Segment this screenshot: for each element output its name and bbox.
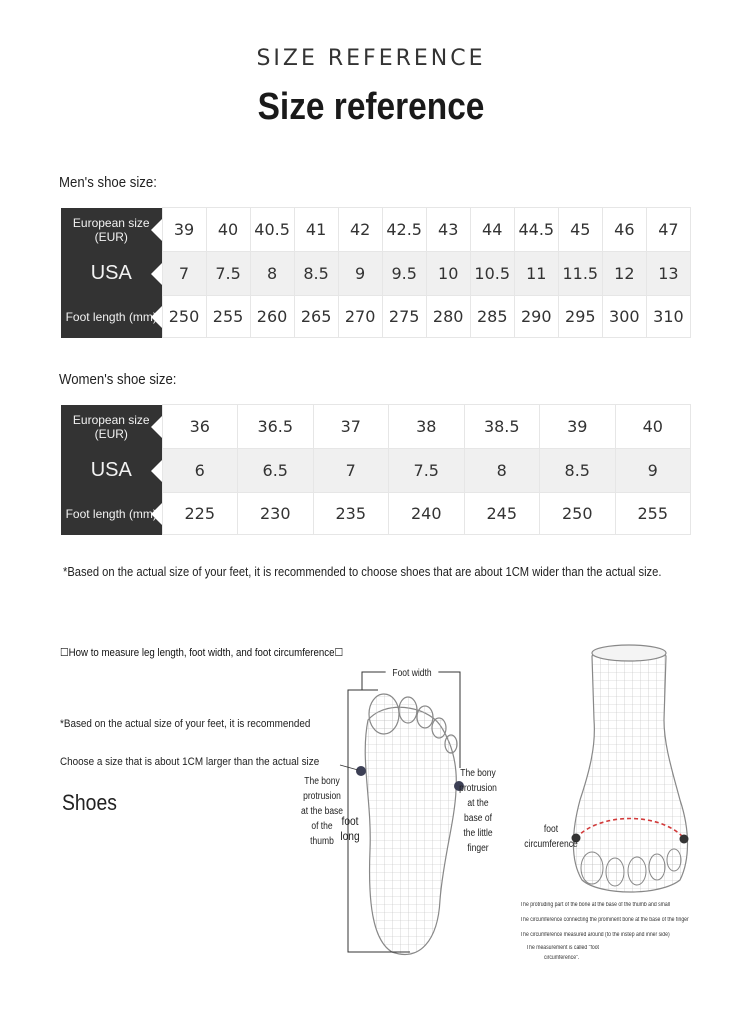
table-cell: 9 — [338, 252, 382, 296]
measure-line-2: Choose a size that is about 1CM larger than the actual size — [60, 756, 320, 768]
row-header-foot-length: Foot length (mm) — [61, 493, 162, 535]
table-cell: 7 — [313, 449, 389, 493]
table-cell: 45 — [558, 208, 602, 252]
foot-ankle-icon — [574, 645, 688, 892]
measure-line-1: *Based on the actual size of your feet, it is recommended — [60, 718, 311, 730]
table-cell: 9.5 — [382, 252, 426, 296]
table-cell: 10 — [426, 252, 470, 296]
table-cell: 44.5 — [514, 208, 558, 252]
table-cell: 285 — [470, 296, 514, 338]
table-cell: 270 — [338, 296, 382, 338]
table-cell: 7 — [162, 252, 206, 296]
table-cell: 38 — [389, 405, 465, 449]
table-cell: 235 — [313, 493, 389, 535]
size-note: *Based on the actual size of your feet, it is recommended to choose shoes that are about 1CM wider than the actual size. — [63, 564, 662, 579]
table-cell: 43 — [426, 208, 470, 252]
table-cell: 250 — [162, 296, 206, 338]
table-cell: 275 — [382, 296, 426, 338]
row-header-usa: USA — [61, 252, 162, 296]
table-cell: 11 — [514, 252, 558, 296]
table-cell: 6 — [162, 449, 238, 493]
table-cell: 280 — [426, 296, 470, 338]
shoes-heading: Shoes — [62, 790, 117, 815]
mens-section-label: Men's shoe size: — [59, 174, 157, 191]
table-cell: 250 — [540, 493, 616, 535]
foot-circumference-label: foot circumference — [524, 824, 578, 850]
table-cell: 36.5 — [238, 405, 314, 449]
measure-title: ☐How to measure leg length, foot width, and foot circumference☐ — [60, 647, 344, 659]
table-cell: 290 — [514, 296, 558, 338]
table-cell: 12 — [602, 252, 646, 296]
table-cell: 240 — [389, 493, 465, 535]
table-cell: 37 — [313, 405, 389, 449]
page-title: Size reference — [257, 86, 485, 128]
table-cell: 47 — [646, 208, 690, 252]
row-header-eur: European size (EUR) — [61, 208, 162, 252]
small-note: The measurement is called "foot — [526, 945, 599, 951]
table-cell: 40.5 — [250, 208, 294, 252]
table-cell: 46 — [602, 208, 646, 252]
table-cell: 6.5 — [238, 449, 314, 493]
row-header-eur: European size (EUR) — [61, 405, 162, 449]
table-cell: 225 — [162, 493, 238, 535]
table-cell: 40 — [615, 405, 691, 449]
table-cell: 40 — [206, 208, 250, 252]
table-cell: 7.5 — [206, 252, 250, 296]
foot-width-label: Foot width — [386, 666, 439, 681]
foot-sole-icon — [365, 694, 457, 954]
table-cell: 11.5 — [558, 252, 602, 296]
table-cell: 9 — [615, 449, 691, 493]
table-cell: 310 — [646, 296, 690, 338]
table-cell: 265 — [294, 296, 338, 338]
small-note: circumference". — [544, 955, 580, 961]
table-cell: 38.5 — [464, 405, 540, 449]
small-note: The circumference measured around (to the instep and inner side) — [520, 932, 670, 938]
row-header-usa: USA — [61, 449, 162, 493]
womens-section-label: Women's shoe size: — [59, 371, 177, 388]
title-english: SIZE REFERENCE — [256, 46, 486, 71]
table-cell: 255 — [615, 493, 691, 535]
table-cell: 36 — [162, 405, 238, 449]
table-cell: 295 — [558, 296, 602, 338]
table-cell: 10.5 — [470, 252, 514, 296]
table-cell: 8.5 — [540, 449, 616, 493]
foot-long-label: foot long — [340, 814, 360, 843]
table-cell: 230 — [238, 493, 314, 535]
bony-thumb-label: The bony protrusion at the base of the thumb — [300, 776, 344, 847]
table-cell: 260 — [250, 296, 294, 338]
small-note: The circumference connecting the prominent bone at the base of the finger — [520, 917, 689, 923]
table-cell: 8 — [250, 252, 294, 296]
table-cell: 13 — [646, 252, 690, 296]
table-cell: 39 — [540, 405, 616, 449]
table-cell: 41 — [294, 208, 338, 252]
table-cell: 39 — [162, 208, 206, 252]
table-cell: 8.5 — [294, 252, 338, 296]
table-cell: 245 — [464, 493, 540, 535]
table-cell: 255 — [206, 296, 250, 338]
small-note: The protruding part of the bone at the base of the thumb and small — [520, 902, 670, 908]
table-cell: 7.5 — [389, 449, 465, 493]
table-cell: 42 — [338, 208, 382, 252]
row-header-foot-length: Foot length (mm) — [61, 296, 162, 338]
table-cell: 300 — [602, 296, 646, 338]
table-cell: 42.5 — [382, 208, 426, 252]
bony-little-label: The bony protrusion at the base of the little finger — [459, 768, 497, 854]
table-cell: 44 — [470, 208, 514, 252]
table-cell: 8 — [464, 449, 540, 493]
